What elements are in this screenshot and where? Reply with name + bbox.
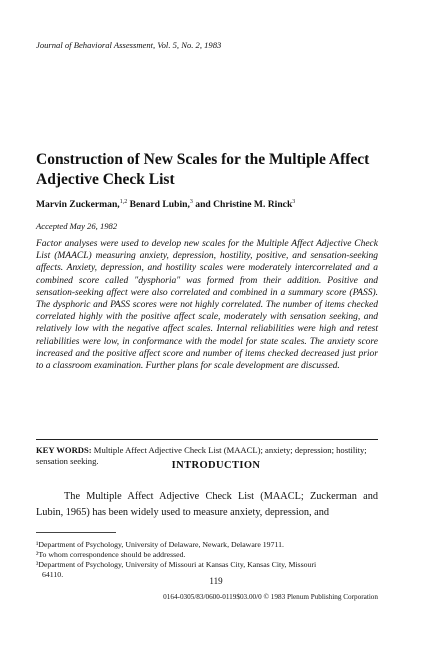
- footnotes: [36, 540, 378, 580]
- intro-paragraph: The Multiple Affect Adjective Check List (MAACL; Zuckerman and Lubin, 1965) has been widely used to measure anxiety, depression, and: [36, 491, 378, 518]
- author-2-affiliation: 3: [189, 199, 193, 205]
- abstract: Factor analyses were used to develop new scales for the Multiple Affect Adjective Check List (MAACL) measuring anxiety, depression, hostility, positive, and sensation-seeking affects. Anxiety, depression, and hostility scales were moderately intercorrelated and a combined score called "dysphoria" was formed from their addition. Positive and sensation-seeking affect were also correlated and combined in a summary score (PASS). The dysphoric and PASS scores were not highly correlated. The number of items checked correlated highly with the positive affect scale, moderately with sensation seeking, and relatively low with the negative affect scales. Internal reliabilities were high and retest reliabilities were low, in conformance with the model for state scales. The anxiety score increased and the positive affect score and number of items checked decreased just prior to a classroom examination. Further plans for scale development are discussed.: [36, 239, 378, 372]
- author-3: and Christine M. Rinck: [195, 199, 293, 211]
- author-1: Marvin Zuckerman,: [36, 199, 120, 211]
- author-2: Benard Lubin,: [129, 199, 190, 211]
- copyright-line: 0164-0305/83/0600-0119$03.00/0 © 1983 Plenum Publishing Corporation: [163, 593, 378, 601]
- keywords-label: KEY WORDS:: [36, 445, 92, 455]
- author-3-affiliation: 3: [292, 199, 296, 205]
- section-heading: INTRODUCTION: [171, 460, 261, 471]
- keywords-text: Multiple Affect Adjective Check List (MAACL); anxiety; depression; hostility; sensation seeking.: [36, 445, 367, 466]
- abstract-divider: [36, 439, 378, 440]
- footnote-divider: [36, 532, 116, 533]
- title-line-1: Construction of New Scales for the Multiple Affect: [36, 151, 370, 168]
- footnote-3-continued: 64110.: [42, 570, 64, 579]
- page-number: 119: [209, 576, 223, 586]
- footnote-1: ¹Department of Psychology, University of Delaware, Newark, Delaware 19711.: [36, 540, 284, 549]
- author-1-affiliation: 1,2: [119, 199, 128, 205]
- author-list: [36, 199, 295, 210]
- footnote-2: ²To whom correspondence should be addressed.: [36, 550, 186, 559]
- footnote-3: ³Department of Psychology, University of Missouri at Kansas City, Kansas City, Missouri: [36, 560, 317, 569]
- title-line-2: Adjective Check List: [36, 171, 175, 188]
- article-title: [36, 150, 396, 190]
- journal-citation: Journal of Behavioral Assessment, Vol. 5, No. 2, 1983: [36, 40, 222, 50]
- accepted-date: Accepted May 26, 1982: [36, 221, 118, 231]
